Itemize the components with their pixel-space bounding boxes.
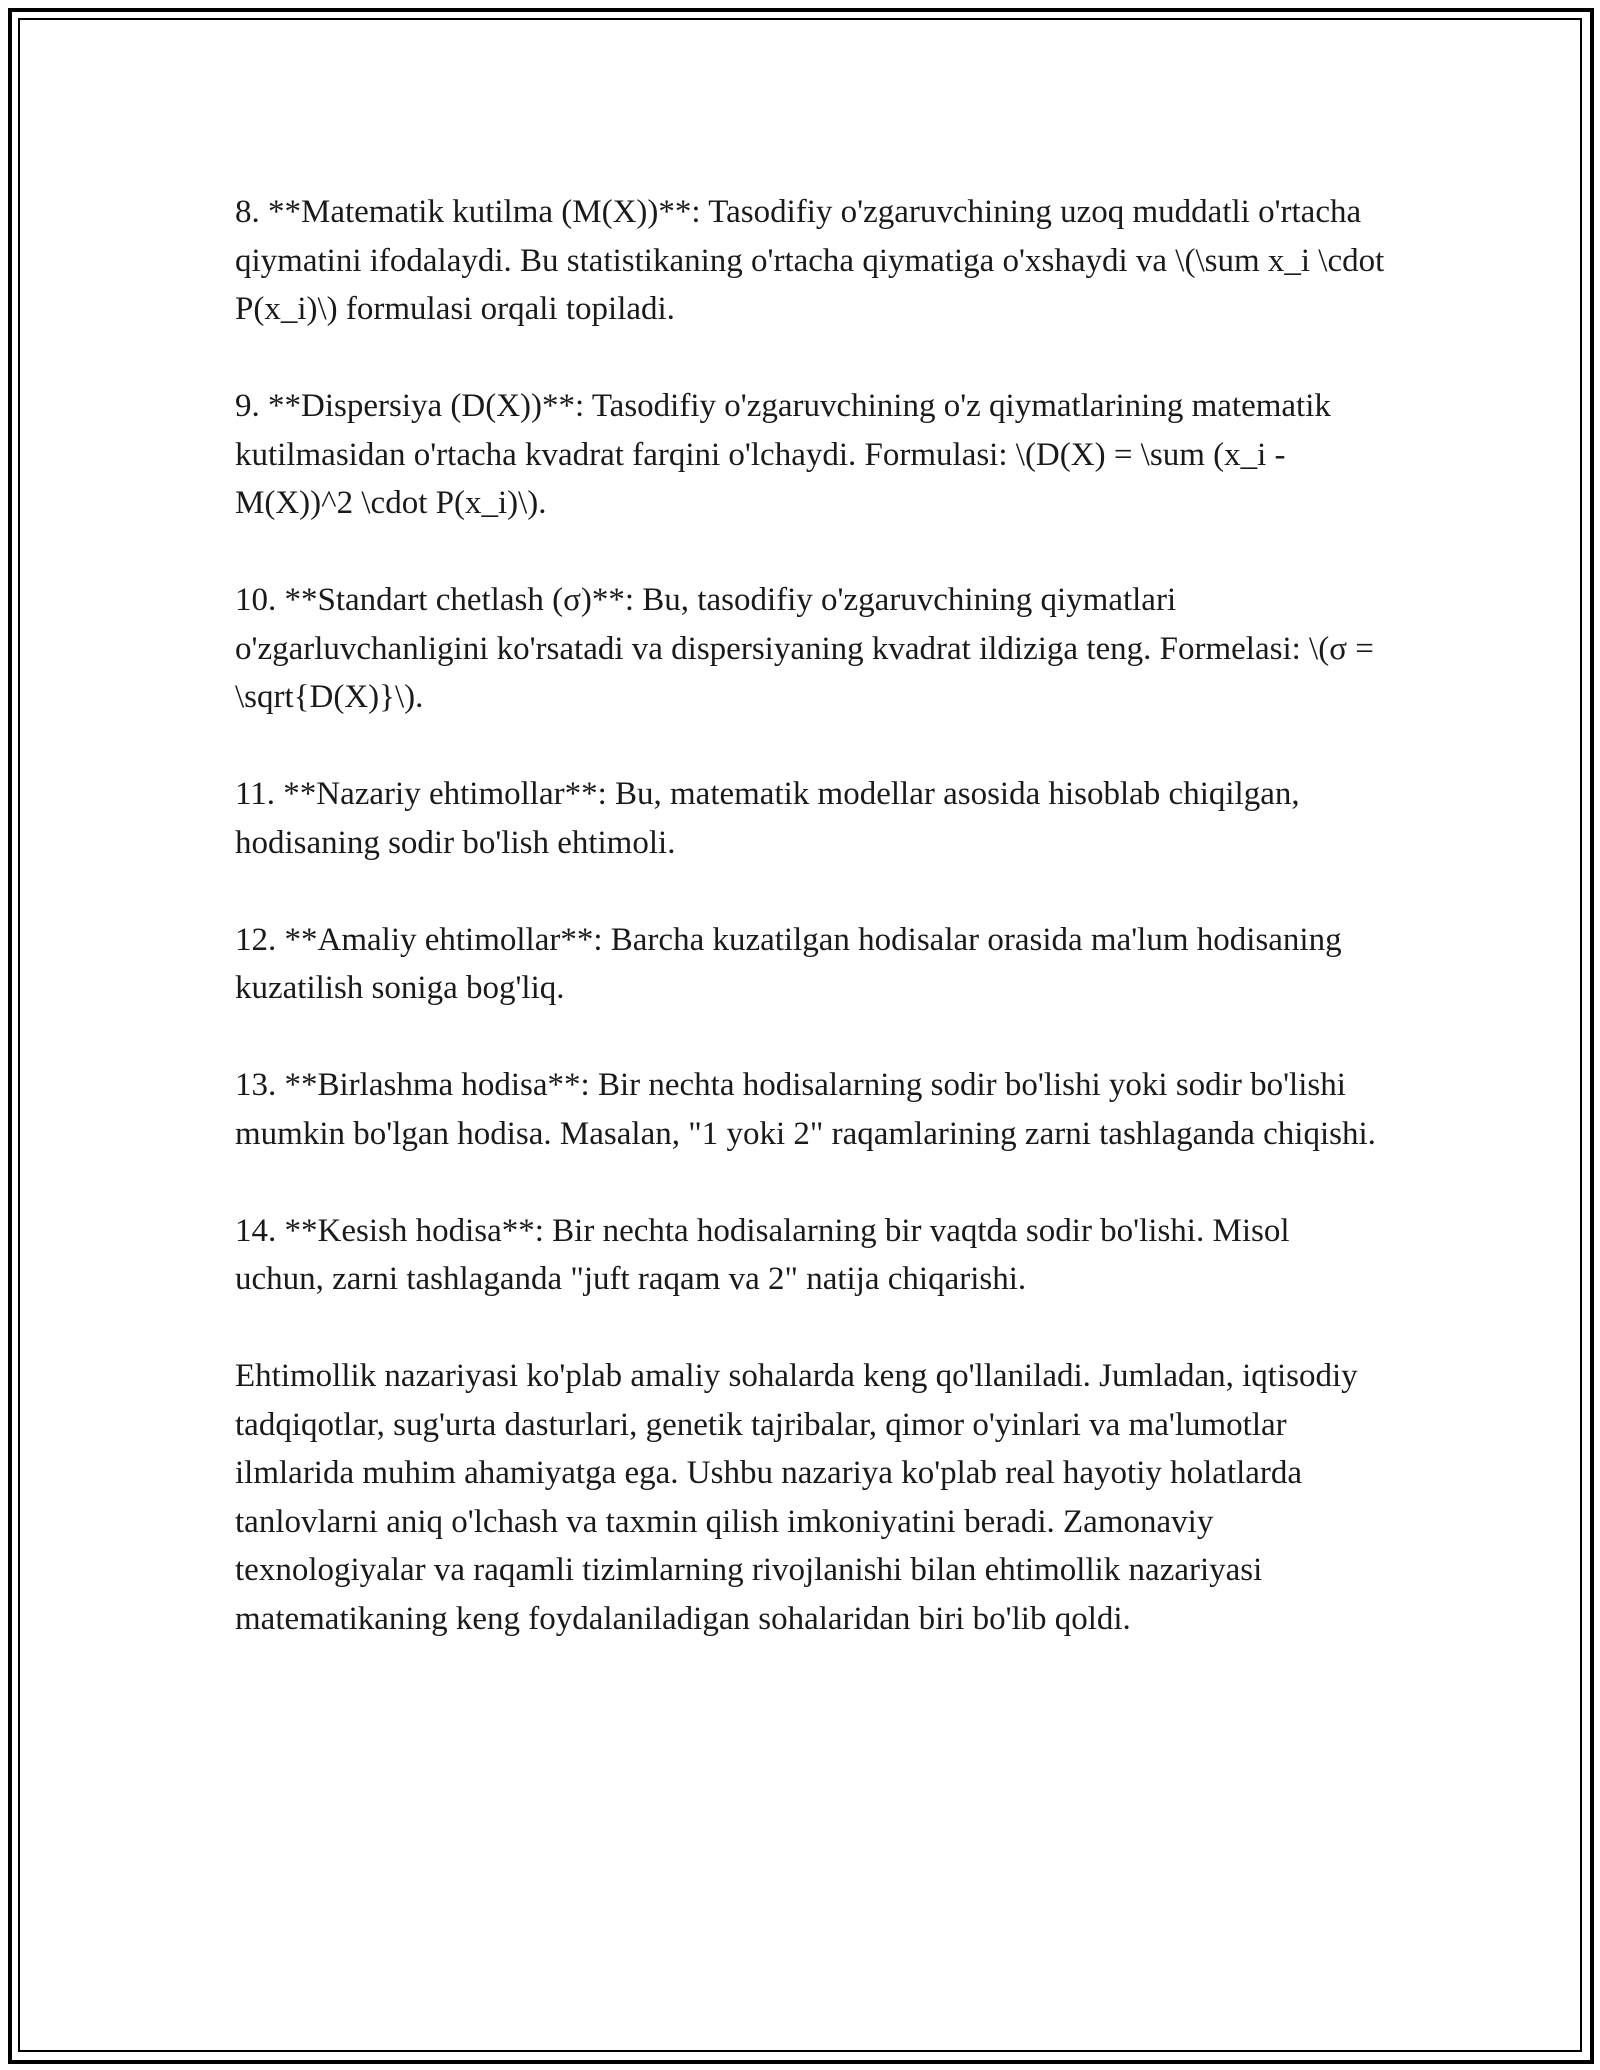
paragraph-matematik-kutilma: 8. **Matematik kutilma (M(X))**: Tasodifiy o'zgaruvchining uzoq muddatli o'rtacha qiymatini ifodalaydi. Bu statistikaning o'rtacha qiymatiga o'xshaydi va \(\sum x_i \cdot P(x_i)\) formulasi orqali topiladi. (235, 194, 1385, 327)
document-body (235, 188, 1385, 1692)
paragraph-conclusion: Ehtimollik nazariyasi ko'plab amaliy sohalarda keng qo'llaniladi. Jumladan, iqtisodiy tadqiqotlar, sug'urta dasturlari, genetik tajribalar, qimor o'yinlari va ma'lumotlar ilmlarida muhim ahamiyatga ega. Ushbu nazariya ko'plab real hayotiy holatlarda tanlovlarni aniq o'lchash va taxmin qilish imkoniyatini beradi. Zamonaviy texnologiyalar va raqamli tizimlarning rivojlanishi bilan ehtimollik nazariyasi matematikaning keng foydalaniladigan sohalaridan biri bo'lib qoldi. (235, 1358, 1358, 1637)
paragraph-amaliy-ehtimollar: 12. **Amaliy ehtimollar**: Barcha kuzatilgan hodisalar orasida ma'lum hodisaning kuzatilish soniga bog'liq. (235, 921, 1342, 1006)
paragraph-dispersiya: 9. **Dispersiya (D(X))**: Tasodifiy o'zgaruvchining o'z qiymatlarining matematik kutilmasidan o'rtacha kvadrat farqini o'lchaydi. Formulasi: \(D(X) = \sum (x_i - M(X))^2 \cdot P(x_i)\). (235, 388, 1331, 521)
paragraph-nazariy-ehtimollar: 11. **Nazariy ehtimollar**: Bu, matematik modellar asosida hisoblab chiqilgan, hodisaning sodir bo'lish ehtimoli. (235, 776, 1300, 861)
paragraph-birlashma-hodisa: 13. **Birlashma hodisa**: Bir nechta hodisalarning sodir bo'lishi yoki sodir bo'lishi mumkin bo'lgan hodisa. Masalan, "1 yoki 2" raqamlarining zarni tashlaganda chiqishi. (235, 1067, 1376, 1152)
paragraph-kesish-hodisa: 14. **Kesish hodisa**: Bir nechta hodisalarning bir vaqtda sodir bo'lishi. Misol uchun, zarni tashlaganda "juft raqam va 2" natija chiqarishi. (235, 1212, 1290, 1297)
paragraph-standart-chetlash: 10. **Standart chetlash (σ)**: Bu, tasodifiy o'zgaruvchining qiymatlari o'zgarluvchanligini ko'rsatadi va dispersiyaning kvadrat ildiziga teng. Formelasi: \(σ = \sqrt{D(X)}\). (235, 582, 1374, 715)
